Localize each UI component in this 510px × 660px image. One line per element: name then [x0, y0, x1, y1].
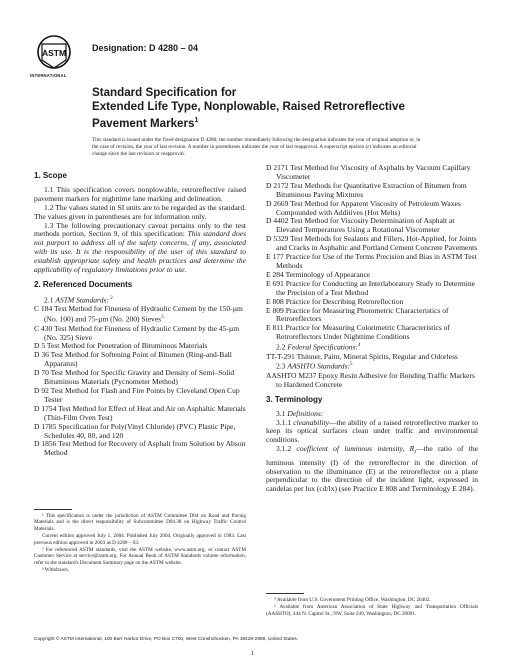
title-line-1: Standard Specification for	[92, 86, 237, 99]
reference-title: Practice for Describing Retroreflection	[285, 296, 404, 306]
reference-code: D 5	[34, 341, 46, 351]
paragraph-1-2: 1.2 The values stated in SI units are to be regarded as the standard. The values given in parentheses are for information only.	[34, 202, 246, 221]
reference-item	[34, 423, 246, 441]
footnote: ² For referenced ASTM standards, visit the ASTM website, www.astm.org, or contact ASTM Customer Service at service@astm.org. For Annual Book of ASTM Standards volume information, refer to the standard's Document Summary page on the ASTM website.	[34, 547, 246, 566]
reference-item	[266, 324, 478, 342]
reference-item	[34, 351, 246, 369]
footnote: ³ Withdrawn.	[42, 567, 70, 574]
reference-title: Test Methods for Quantitative Extraction of Bitumen from Bituminous Paving Mixtures	[276, 180, 467, 199]
reference-title: Epoxy Resin Adhesive for Bonding Traffic Markers to Hardened Concrete	[276, 370, 475, 389]
reference-item	[34, 325, 246, 343]
reference-code: E 809	[266, 305, 284, 315]
footnote: ⁴ Available from U.S. Government Printing Office, Washington, DC 20402.	[274, 597, 431, 603]
reference-title: Test Methods for Sealants and Fillers, Hot-Applied, for Joints and Cracks in Asphaltic and Portland Cement Concrete Pavements	[276, 234, 478, 253]
document-title	[92, 86, 432, 131]
reference-title: Test Method for Viscosity of Asphalts by Vacuum Capillary Viscometer	[276, 163, 471, 181]
definition-coefficient: 3.1.2 coefficient of luminous intensity, $R_I—the$ ratio of the luminous intensity (I) of the retroreflector in the direction of observation to the illuminance (E) at the retroreflector on a plane perpendicular to the direction of the incident light, expressed in candelas per lux (cd/lx) (see Practice E 808 and Terminology E 284).	[266, 444, 478, 494]
title-line-2: Extended Life Type, Nonplowable, Raised Retroreflective	[92, 100, 405, 113]
reference-list-left	[34, 305, 246, 458]
reference-title: Practice for Measuring Photometric Characteristics of Retroreflectors	[276, 305, 449, 324]
reference-code: E 691	[266, 278, 284, 288]
reference-title: Test Method for Flash and Fire Points by Cleveland Open Cup Tester	[44, 385, 240, 404]
reference-code: D 1856	[34, 439, 57, 449]
reference-code: AASHTO M237	[266, 370, 317, 380]
astm-logo	[36, 34, 72, 74]
reference-code: E 808	[266, 296, 284, 306]
reference-code: D 92	[34, 385, 49, 395]
reference-item	[266, 182, 478, 200]
reference-title: Practice for Use of the Terms Precision and Bias in ASTM Test Methods	[276, 252, 477, 270]
reference-item	[266, 217, 478, 235]
reference-title: Test Method for Apparent Viscosity of Petroleum Waxes Compounded with Additives (Hot Melts)	[276, 198, 461, 217]
reference-title: Specification for Poly(Vinyl Chloride) (PVC) Plastic Pipe, Schedules 40, 80, and 120	[44, 421, 236, 440]
reference-item	[34, 369, 246, 387]
reference-title: Practice for Conducting an Interlaboratory Study to Determine the Precision of a Test Method	[276, 278, 475, 297]
reference-title: Thinner, Paint, Mineral Spirits, Regular and Odorless	[296, 351, 458, 361]
reference-footnote-marker: 3	[161, 315, 164, 321]
reference-title: Test Method for Recovery of Asphalt from Solution by Abson Method	[44, 439, 246, 458]
reference-list-right	[266, 164, 478, 342]
astm-standards-heading: 2.1 ASTM Standards: $^2$	[44, 295, 113, 305]
reference-item	[266, 353, 478, 362]
definition-cleanability: 3.1.1 cleanability—the ability of a raised retroreflective marker to keep its optical surfaces clean under traffic and environmental conditions.	[266, 417, 478, 445]
reference-title: Practice for Measuring Colorimetric Characteristics of Retroreflectors Under Nighttime Conditions	[276, 323, 450, 342]
footnote-divider-left	[34, 509, 72, 510]
aashto-reference-list	[266, 372, 478, 390]
paragraph-1-1: 1.1 This specification covers nonplowable, retroreflective raised pavement markers for nighttime lane marking and delineation.	[34, 184, 246, 203]
reference-code: D 2669	[266, 198, 289, 208]
federal-specs-heading: 2.2 Federal Specifications:$^4$	[276, 342, 361, 352]
reference-title: Test Method for Specific Gravity and Density of Semi–Solid Bituminous Materials (Pycnometer Method)	[44, 368, 235, 387]
footnote: Current edition approved July 1, 2004. Published July 2004. Originally approved in 1983. Last previous edition approved in 2003 as D 4280 – 03.	[34, 533, 246, 546]
page-number: 1	[251, 650, 255, 657]
reference-code: D 4402	[266, 216, 289, 226]
reference-code: C 184	[34, 304, 53, 314]
reference-title: Test Method for Viscosity Determination of Asphalt at Elevated Temperatures Using a Rotational Viscometer	[276, 216, 455, 235]
reference-title: Test Method for Softening Point of Bitumen (Ring-and-Ball Apparatus)	[44, 350, 232, 369]
section-heading-scope: 1. Scope	[34, 171, 67, 180]
reference-code: E 284	[266, 269, 284, 279]
reference-code: D 5329	[266, 234, 289, 244]
footnote: ⁵ Available from American Association of State Highway and Transportation Officials (AASHTO), 444 N. Capitol St., NW, Suite 249, Washington, DC 20001.	[266, 604, 478, 617]
copyright-footer: Copyright © ASTM International, 100 Barr Harbor Drive, PO Box C700, West Conshohocken, PA 19428-2959, United States.	[34, 637, 299, 642]
footnotes-left	[34, 513, 246, 575]
reference-title: Test Method for Penetration of Bituminous Materials	[46, 341, 208, 351]
reference-code: D 2171	[266, 163, 289, 172]
paragraph-1-3: 1.3 The following precautionary caveat pertains only to the test methods portion, Section 9, of this specification: This standard does not purport to address all of the safety concerns, if any, associated with its use. It is the responsibility of the user of this standard to establish appropriate safety and health practices and determine the applicability of regulatory limitations prior to use.	[34, 220, 247, 275]
right-column	[266, 164, 478, 494]
reference-item	[266, 307, 478, 325]
aashto-standards-heading: 2.3 AASHTO Standards:$^5$	[276, 361, 353, 371]
reference-item	[34, 405, 246, 423]
safety-caveat: This standard does not purport to address all of the safety concerns, if any, associated with its use. It is the responsibility of the user of this standard to establish appropriate safety and health practices and determine the applicability of regulatory limitations prior to use.	[34, 229, 247, 275]
footnote-divider-right	[266, 593, 304, 594]
left-column	[34, 172, 246, 458]
reference-title: Test Method for Effect of Heat and Air on Asphaltic Materials (Thin-Film Oven Test)	[44, 403, 246, 422]
reference-code: D 2172	[266, 180, 289, 190]
reference-code: D 1754	[34, 403, 57, 413]
footnote: ¹ This specification is under the jurisdiction of ASTM Committee D04 on Road and Paving Materials and is the direct responsibility of Subcommittee D04.38 on Highway Traffic Control Materials.	[34, 513, 246, 532]
reference-item	[266, 372, 478, 390]
title-line-3: Pavement Markers$^1$	[92, 116, 199, 130]
reference-title: Test Method for Fineness of Hydraulic Cement by the 150-µm (No. 100) and 75-µm (No. 200) Sieves	[44, 304, 243, 324]
reference-title: Terminology of Appearance	[285, 269, 371, 279]
designation: Designation: D 4280 – 04	[92, 43, 199, 53]
reference-item	[34, 387, 246, 405]
reference-code: D 1785	[34, 421, 57, 431]
reference-code: E 811	[266, 323, 284, 333]
logo-subtitle: INTERNATIONAL	[30, 73, 67, 78]
footnotes-right	[266, 597, 478, 618]
reference-code: C 430	[34, 323, 53, 333]
reference-item	[266, 164, 478, 182]
section-heading-references: 2. Referenced Documents	[34, 279, 133, 289]
definitions-heading: 3.1 Definitions:	[276, 408, 324, 418]
reference-code: D 36	[34, 350, 49, 360]
reference-title: Test Method for Fineness of Hydraulic Cement by the 45-µm (No. 325) Sieve	[44, 323, 240, 342]
reference-item	[266, 280, 478, 298]
reference-code: E 177	[266, 252, 284, 262]
standard-notice: This standard is issued under the fixed designation D 4280; the number immediately following the designation indicates the year of original adoption or, in the case of revision, the year of last revision. A number in parentheses indicates the year of last reapproval. A superscript epsilon (ε) indicates an editorial change since the last revision or reapproval.	[92, 137, 421, 158]
reference-item	[34, 440, 246, 458]
reference-item	[266, 235, 478, 253]
logo-mark: ASTM	[41, 48, 67, 58]
title-footnote-marker: 1	[194, 117, 199, 124]
reference-item	[266, 200, 478, 218]
federal-reference-list	[266, 353, 478, 362]
reference-item	[34, 305, 246, 324]
section-heading-terminology: 3. Terminology	[266, 394, 323, 404]
reference-code: TT-T-291	[266, 351, 295, 361]
reference-item	[266, 253, 478, 271]
reference-code: D 70	[34, 368, 49, 378]
